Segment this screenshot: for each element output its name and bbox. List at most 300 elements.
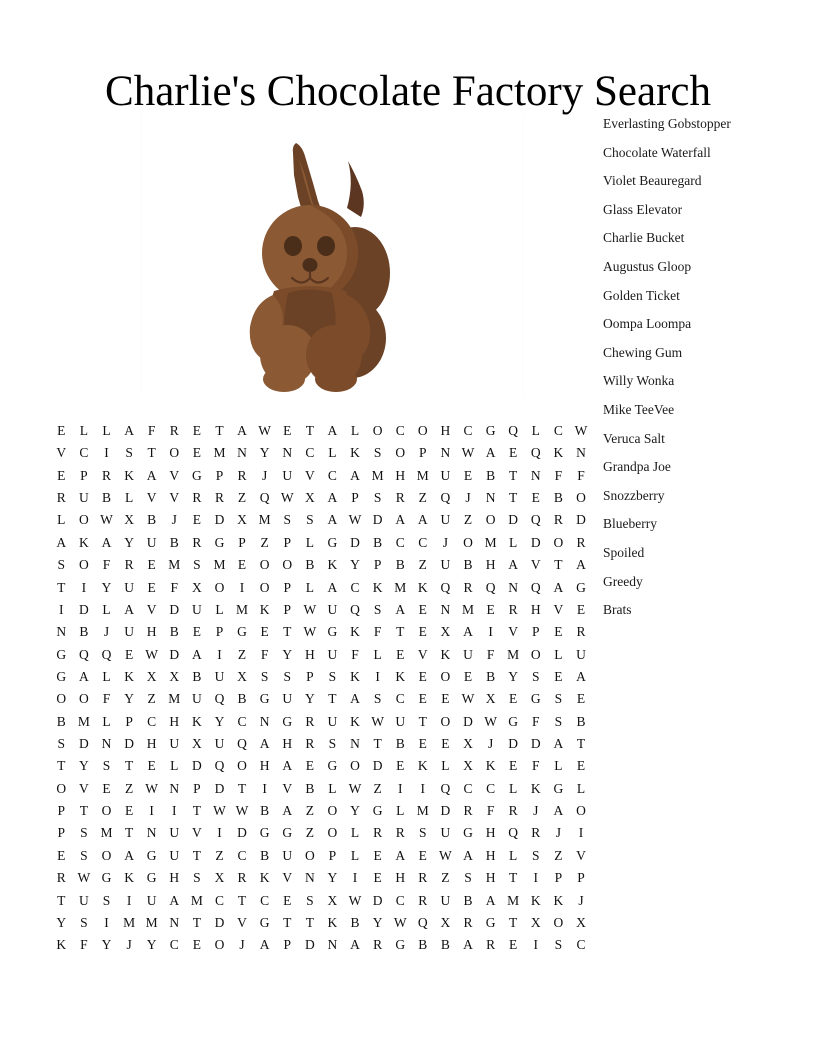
grid-cell[interactable]: D xyxy=(440,803,451,819)
grid-cell[interactable]: L xyxy=(102,601,111,617)
grid-cell[interactable]: O xyxy=(485,512,496,528)
grid-cell[interactable]: R xyxy=(418,870,428,886)
grid-cell[interactable]: N xyxy=(350,736,360,752)
grid-cell[interactable]: H xyxy=(146,624,157,640)
grid-cell[interactable]: W xyxy=(258,423,272,438)
grid-cell[interactable]: E xyxy=(418,691,427,707)
grid-cell[interactable]: R xyxy=(508,601,518,617)
grid-cell[interactable]: Q xyxy=(440,490,451,506)
grid-cell[interactable]: R xyxy=(418,892,428,908)
grid-cell[interactable]: O xyxy=(56,691,67,707)
grid-cell[interactable]: E xyxy=(396,646,405,662)
grid-cell[interactable]: Y xyxy=(508,668,519,684)
grid-cell[interactable]: T xyxy=(576,736,586,752)
grid-cell[interactable]: T xyxy=(373,736,382,752)
word-list-item[interactable]: Glass Elevator xyxy=(603,201,683,217)
grid-cell[interactable]: R xyxy=(56,490,66,506)
grid-cell[interactable]: D xyxy=(214,780,225,796)
grid-cell[interactable]: E xyxy=(192,512,201,528)
grid-cell[interactable]: A xyxy=(576,557,586,573)
grid-cell[interactable]: J xyxy=(103,624,110,640)
grid-cell[interactable]: U xyxy=(440,892,451,908)
grid-cell[interactable]: G xyxy=(327,758,338,774)
grid-cell[interactable]: N xyxy=(259,713,270,729)
grid-cell[interactable]: S xyxy=(306,892,314,908)
grid-cell[interactable]: Q xyxy=(237,736,247,752)
grid-cell[interactable]: M xyxy=(213,557,226,573)
grid-cell[interactable]: A xyxy=(350,467,360,483)
grid-cell[interactable]: R xyxy=(237,467,247,483)
grid-cell[interactable]: C xyxy=(553,423,563,438)
grid-cell[interactable]: B xyxy=(440,937,450,953)
grid-cell[interactable]: R xyxy=(508,803,518,819)
grid-cell[interactable]: T xyxy=(283,914,292,930)
grid-cell[interactable]: P xyxy=(577,870,585,886)
grid-cell[interactable]: C xyxy=(395,534,405,550)
grid-cell[interactable]: I xyxy=(420,780,426,796)
grid-cell[interactable]: E xyxy=(418,736,427,752)
grid-cell[interactable]: Y xyxy=(146,937,157,953)
grid-cell[interactable]: M xyxy=(123,914,136,930)
grid-cell[interactable]: A xyxy=(101,534,112,550)
grid-cell[interactable]: B xyxy=(260,847,270,863)
grid-cell[interactable]: W xyxy=(303,601,317,617)
grid-cell[interactable]: U xyxy=(79,892,89,908)
grid-cell[interactable]: P xyxy=(283,534,291,550)
grid-cell[interactable]: N xyxy=(576,445,586,461)
grid-cell[interactable]: F xyxy=(554,467,563,483)
grid-cell[interactable]: Z xyxy=(418,557,427,573)
grid-cell[interactable]: N xyxy=(169,780,180,796)
word-list-item[interactable]: Oompa Loompa xyxy=(603,316,692,332)
grid-cell[interactable]: J xyxy=(171,512,177,528)
grid-cell[interactable]: B xyxy=(463,557,473,573)
grid-cell[interactable]: O xyxy=(463,534,473,550)
grid-cell[interactable]: C xyxy=(395,892,405,908)
grid-cell[interactable]: G xyxy=(259,914,270,930)
grid-cell[interactable]: X xyxy=(463,758,473,774)
grid-cell[interactable]: V xyxy=(508,624,519,640)
grid-cell[interactable]: R xyxy=(463,803,473,819)
grid-cell[interactable]: A xyxy=(553,803,564,819)
grid-cell[interactable]: N xyxy=(237,445,247,461)
grid-cell[interactable]: P xyxy=(532,624,540,640)
grid-cell[interactable]: K xyxy=(395,668,406,684)
word-list-item[interactable]: Blueberry xyxy=(603,516,657,532)
grid-cell[interactable]: T xyxy=(192,847,201,863)
grid-cell[interactable]: L xyxy=(396,803,405,819)
grid-cell[interactable]: M xyxy=(461,601,474,617)
grid-cell[interactable]: E xyxy=(463,467,473,483)
grid-cell[interactable]: B xyxy=(576,713,586,729)
grid-cell[interactable]: S xyxy=(373,601,382,617)
grid-cell[interactable]: K xyxy=(327,557,338,573)
grid-cell[interactable]: B xyxy=(237,691,247,707)
grid-cell[interactable]: D xyxy=(79,601,89,617)
word-list-item[interactable]: Grandpa Joe xyxy=(603,459,671,475)
grid-cell[interactable]: E xyxy=(305,758,314,774)
grid-cell[interactable]: U xyxy=(169,825,180,841)
grid-cell[interactable]: G xyxy=(463,825,473,841)
grid-cell[interactable]: K xyxy=(417,758,428,774)
grid-cell[interactable]: L xyxy=(350,825,360,841)
grid-cell[interactable]: P xyxy=(283,937,291,953)
grid-cell[interactable]: T xyxy=(554,557,563,573)
grid-cell[interactable]: E xyxy=(418,668,427,684)
grid-cell[interactable]: G xyxy=(576,579,586,595)
grid-cell[interactable]: K xyxy=(530,892,541,908)
grid-cell[interactable]: T xyxy=(192,914,201,930)
grid-cell[interactable]: W xyxy=(348,512,362,528)
grid-cell[interactable]: R xyxy=(192,534,202,550)
grid-cell[interactable]: E xyxy=(576,758,586,774)
grid-cell[interactable]: A xyxy=(124,847,134,863)
grid-cell[interactable]: Q xyxy=(485,579,496,595)
grid-cell[interactable]: E xyxy=(486,601,495,617)
grid-cell[interactable]: S xyxy=(80,914,88,930)
grid-cell[interactable]: B xyxy=(395,736,405,752)
grid-cell[interactable]: V xyxy=(79,780,89,796)
grid-cell[interactable]: I xyxy=(352,870,358,886)
grid-cell[interactable]: C xyxy=(395,423,405,438)
grid-cell[interactable]: V xyxy=(169,490,180,506)
grid-cell[interactable]: E xyxy=(283,423,292,438)
grid-cell[interactable]: Q xyxy=(79,646,89,662)
grid-cell[interactable]: T xyxy=(305,914,314,930)
grid-cell[interactable]: O xyxy=(327,825,338,841)
grid-cell[interactable]: Y xyxy=(372,914,383,930)
word-list-item[interactable]: Everlasting Gobstopper xyxy=(603,116,731,131)
grid-cell[interactable]: L xyxy=(102,423,111,438)
grid-cell[interactable]: A xyxy=(463,624,473,640)
grid-cell[interactable]: G xyxy=(259,691,270,707)
grid-cell[interactable]: O xyxy=(372,423,383,438)
grid-cell[interactable]: B xyxy=(169,534,179,550)
grid-cell[interactable]: O xyxy=(576,803,586,819)
grid-cell[interactable]: X xyxy=(191,579,202,595)
grid-cell[interactable]: A xyxy=(146,467,157,483)
grid-cell[interactable]: W xyxy=(280,490,294,506)
grid-cell[interactable]: A xyxy=(327,490,338,506)
grid-cell[interactable]: Z xyxy=(260,534,269,550)
grid-cell[interactable]: X xyxy=(237,668,247,684)
grid-cell[interactable]: L xyxy=(215,601,224,617)
grid-cell[interactable]: D xyxy=(530,534,541,550)
grid-cell[interactable]: O xyxy=(553,914,564,930)
grid-cell[interactable]: L xyxy=(350,847,360,863)
grid-cell[interactable]: X xyxy=(327,892,338,908)
grid-cell[interactable]: D xyxy=(530,736,541,752)
grid-cell[interactable]: K xyxy=(553,892,564,908)
grid-cell[interactable]: E xyxy=(509,691,518,707)
grid-cell[interactable]: W xyxy=(213,803,226,819)
grid-cell[interactable]: D xyxy=(463,713,473,729)
grid-cell[interactable]: V xyxy=(191,825,202,841)
grid-cell[interactable]: E xyxy=(554,624,563,640)
grid-cell[interactable]: O xyxy=(576,490,586,506)
grid-cell[interactable]: X xyxy=(440,914,451,930)
word-list-item[interactable]: Spoiled xyxy=(603,544,645,560)
grid-cell[interactable]: R xyxy=(463,579,473,595)
grid-cell[interactable]: N xyxy=(485,490,496,506)
grid-cell[interactable]: L xyxy=(509,847,518,863)
grid-cell[interactable]: K xyxy=(79,534,89,550)
grid-cell[interactable]: O xyxy=(304,847,315,863)
grid-cell[interactable]: U xyxy=(124,624,134,640)
grid-cell[interactable]: I xyxy=(217,646,222,662)
grid-cell[interactable]: R xyxy=(576,624,586,640)
grid-cell[interactable]: O xyxy=(79,557,89,573)
grid-cell[interactable]: X xyxy=(304,490,315,506)
grid-cell[interactable]: R xyxy=(373,825,383,841)
grid-cell[interactable]: S xyxy=(80,825,88,841)
grid-cell[interactable]: T xyxy=(328,691,337,707)
grid-cell[interactable]: T xyxy=(305,423,314,438)
grid-cell[interactable]: E xyxy=(373,847,382,863)
grid-cell[interactable]: O xyxy=(101,803,112,819)
grid-cell[interactable]: E xyxy=(124,646,134,662)
grid-cell[interactable]: V xyxy=(553,601,564,617)
grid-cell[interactable]: Z xyxy=(147,691,156,707)
grid-cell[interactable]: E xyxy=(260,624,269,640)
grid-cell[interactable]: S xyxy=(57,557,66,573)
grid-cell[interactable]: L xyxy=(554,758,563,774)
grid-cell[interactable]: E xyxy=(509,937,518,953)
grid-cell[interactable]: O xyxy=(530,646,541,662)
grid-cell[interactable]: C xyxy=(237,847,247,863)
grid-cell[interactable]: M xyxy=(145,914,158,930)
grid-cell[interactable]: E xyxy=(237,557,247,573)
grid-cell[interactable]: I xyxy=(149,803,154,819)
grid-cell[interactable]: K xyxy=(124,870,134,886)
grid-cell[interactable]: G xyxy=(327,624,338,640)
grid-cell[interactable]: O xyxy=(79,512,89,528)
grid-cell[interactable]: A xyxy=(395,847,406,863)
grid-cell[interactable]: X xyxy=(169,668,180,684)
grid-cell[interactable]: G xyxy=(56,646,67,662)
grid-cell[interactable]: C xyxy=(327,467,337,483)
grid-cell[interactable]: F xyxy=(351,646,359,662)
grid-cell[interactable]: O xyxy=(259,557,270,573)
grid-cell[interactable]: E xyxy=(147,758,156,774)
word-list-item[interactable]: Chewing Gum xyxy=(603,344,683,360)
word-list-item[interactable]: Mike TeeVee xyxy=(603,401,675,417)
grid-cell[interactable]: I xyxy=(397,780,403,796)
grid-cell[interactable]: D xyxy=(124,736,134,752)
grid-cell[interactable]: T xyxy=(124,825,134,841)
grid-cell[interactable]: N xyxy=(440,445,451,461)
grid-cell[interactable]: N xyxy=(327,937,338,953)
word-list-item[interactable]: Brats xyxy=(603,602,632,618)
grid-cell[interactable]: U xyxy=(146,534,157,550)
grid-cell[interactable]: D xyxy=(508,736,519,752)
word-list-item[interactable]: Violet Beauregard xyxy=(603,173,702,189)
grid-cell[interactable]: G xyxy=(395,937,406,953)
grid-cell[interactable]: W xyxy=(484,713,497,729)
grid-cell[interactable]: W xyxy=(348,780,362,796)
grid-cell[interactable]: T xyxy=(57,758,66,774)
grid-cell[interactable]: F xyxy=(373,624,382,640)
grid-cell[interactable]: A xyxy=(350,691,360,707)
grid-cell[interactable]: P xyxy=(193,780,201,796)
grid-cell[interactable]: A xyxy=(79,668,89,684)
grid-cell[interactable]: A xyxy=(259,937,270,953)
grid-cell[interactable]: Y xyxy=(124,691,134,707)
grid-cell[interactable]: S xyxy=(328,668,337,684)
grid-cell[interactable]: G xyxy=(530,691,541,707)
grid-cell[interactable]: C xyxy=(237,713,247,729)
grid-cell[interactable]: B xyxy=(486,467,496,483)
grid-cell[interactable]: A xyxy=(508,557,519,573)
grid-cell[interactable]: V xyxy=(282,870,293,886)
grid-cell[interactable]: E xyxy=(124,803,134,819)
grid-cell[interactable]: L xyxy=(576,780,586,796)
grid-cell[interactable]: U xyxy=(146,892,157,908)
grid-cell[interactable]: S xyxy=(306,512,314,528)
grid-cell[interactable]: B xyxy=(395,557,405,573)
grid-cell[interactable]: U xyxy=(79,490,89,506)
grid-cell[interactable]: W xyxy=(235,803,249,819)
grid-cell[interactable]: Q xyxy=(530,512,541,528)
grid-cell[interactable]: J xyxy=(126,937,132,953)
grid-cell[interactable]: T xyxy=(509,467,518,483)
grid-cell[interactable]: L xyxy=(509,780,518,796)
grid-cell[interactable]: J xyxy=(487,736,494,752)
grid-cell[interactable]: W xyxy=(371,713,384,729)
grid-cell[interactable]: B xyxy=(305,780,315,796)
grid-cell[interactable]: V xyxy=(146,601,157,617)
grid-cell[interactable]: P xyxy=(328,847,337,863)
grid-cell[interactable]: G xyxy=(485,423,496,438)
grid-cell[interactable]: X xyxy=(440,624,451,640)
grid-cell[interactable]: B xyxy=(373,534,383,550)
grid-cell[interactable]: I xyxy=(81,579,87,595)
grid-cell[interactable]: W xyxy=(461,691,475,707)
grid-cell[interactable]: P xyxy=(306,668,314,684)
grid-cell[interactable]: Y xyxy=(259,445,270,461)
grid-cell[interactable]: G xyxy=(327,534,338,550)
grid-cell[interactable]: B xyxy=(147,512,157,528)
grid-cell[interactable]: U xyxy=(327,601,338,617)
grid-cell[interactable]: Z xyxy=(373,780,382,796)
grid-cell[interactable]: E xyxy=(418,601,427,617)
grid-cell[interactable]: F xyxy=(532,758,540,774)
grid-cell[interactable]: W xyxy=(393,914,407,930)
grid-cell[interactable]: U xyxy=(327,646,338,662)
grid-cell[interactable]: E xyxy=(192,624,201,640)
grid-cell[interactable]: R xyxy=(169,423,179,438)
grid-cell[interactable]: B xyxy=(305,557,315,573)
grid-cell[interactable]: M xyxy=(416,803,429,819)
grid-cell[interactable]: J xyxy=(533,803,539,819)
grid-cell[interactable]: T xyxy=(57,892,66,908)
grid-cell[interactable]: L xyxy=(509,534,518,550)
grid-cell[interactable]: O xyxy=(327,803,338,819)
grid-cell[interactable]: P xyxy=(125,713,133,729)
grid-cell[interactable]: I xyxy=(262,780,267,796)
grid-cell[interactable]: E xyxy=(283,892,292,908)
grid-cell[interactable]: U xyxy=(395,713,406,729)
grid-cell[interactable]: J xyxy=(465,490,471,506)
grid-cell[interactable]: A xyxy=(56,534,67,550)
grid-cell[interactable]: X xyxy=(237,512,247,528)
grid-cell[interactable]: H xyxy=(395,870,406,886)
grid-cell[interactable]: Q xyxy=(440,579,451,595)
grid-cell[interactable]: Y xyxy=(101,579,112,595)
grid-cell[interactable]: Y xyxy=(124,534,134,550)
grid-cell[interactable]: T xyxy=(147,445,156,461)
grid-cell[interactable]: R xyxy=(305,736,315,752)
grid-cell[interactable]: L xyxy=(441,758,450,774)
grid-cell[interactable]: S xyxy=(328,736,337,752)
grid-cell[interactable]: I xyxy=(488,624,493,640)
grid-cell[interactable]: S xyxy=(419,825,427,841)
grid-cell[interactable]: U xyxy=(463,646,473,662)
grid-cell[interactable]: Q xyxy=(214,758,225,774)
grid-cell[interactable]: M xyxy=(190,892,203,908)
grid-cell[interactable]: R xyxy=(531,825,541,841)
grid-cell[interactable]: L xyxy=(350,423,360,438)
grid-cell[interactable]: P xyxy=(238,534,246,550)
grid-cell[interactable]: S xyxy=(532,847,540,863)
grid-cell[interactable]: R xyxy=(237,870,247,886)
grid-cell[interactable]: Z xyxy=(554,847,563,863)
grid-cell[interactable]: G xyxy=(146,847,157,863)
grid-cell[interactable]: O xyxy=(237,758,247,774)
grid-cell[interactable]: Z xyxy=(124,780,134,796)
grid-cell[interactable]: H xyxy=(169,713,180,729)
grid-cell[interactable]: S xyxy=(102,892,111,908)
grid-cell[interactable]: V xyxy=(417,646,428,662)
grid-cell[interactable]: G xyxy=(485,914,496,930)
grid-cell[interactable]: Y xyxy=(101,937,112,953)
grid-cell[interactable]: Q xyxy=(417,914,428,930)
grid-cell[interactable]: P xyxy=(283,579,291,595)
grid-cell[interactable]: C xyxy=(169,937,179,953)
grid-cell[interactable]: C xyxy=(214,892,224,908)
grid-cell[interactable]: M xyxy=(371,467,384,483)
grid-cell[interactable]: E xyxy=(57,467,66,483)
grid-cell[interactable]: A xyxy=(553,736,564,752)
grid-cell[interactable]: K xyxy=(124,467,134,483)
word-list-item[interactable]: Snozzberry xyxy=(603,487,665,503)
grid-cell[interactable]: C xyxy=(79,445,89,461)
grid-cell[interactable]: I xyxy=(239,579,245,595)
grid-cell[interactable]: J xyxy=(239,937,245,953)
grid-cell[interactable]: K xyxy=(440,646,451,662)
grid-cell[interactable]: K xyxy=(372,579,383,595)
grid-cell[interactable]: E xyxy=(192,937,201,953)
grid-cell[interactable]: T xyxy=(509,490,518,506)
grid-cell[interactable]: N xyxy=(169,914,180,930)
grid-cell[interactable]: O xyxy=(259,579,270,595)
grid-cell[interactable]: R xyxy=(101,467,111,483)
grid-cell[interactable]: S xyxy=(283,512,291,528)
grid-cell[interactable]: F xyxy=(80,937,88,953)
grid-cell[interactable]: K xyxy=(417,579,428,595)
grid-cell[interactable]: J xyxy=(442,534,449,550)
grid-cell[interactable]: U xyxy=(191,691,202,707)
grid-cell[interactable]: Y xyxy=(327,870,338,886)
grid-cell[interactable]: S xyxy=(554,713,563,729)
grid-cell[interactable]: P xyxy=(351,490,359,506)
grid-cell[interactable]: U xyxy=(576,646,586,662)
grid-cell[interactable]: V xyxy=(56,445,67,461)
grid-cell[interactable]: E xyxy=(147,557,156,573)
grid-cell[interactable]: C xyxy=(305,445,315,461)
grid-cell[interactable]: N xyxy=(146,825,157,841)
grid-cell[interactable]: D xyxy=(191,758,202,774)
